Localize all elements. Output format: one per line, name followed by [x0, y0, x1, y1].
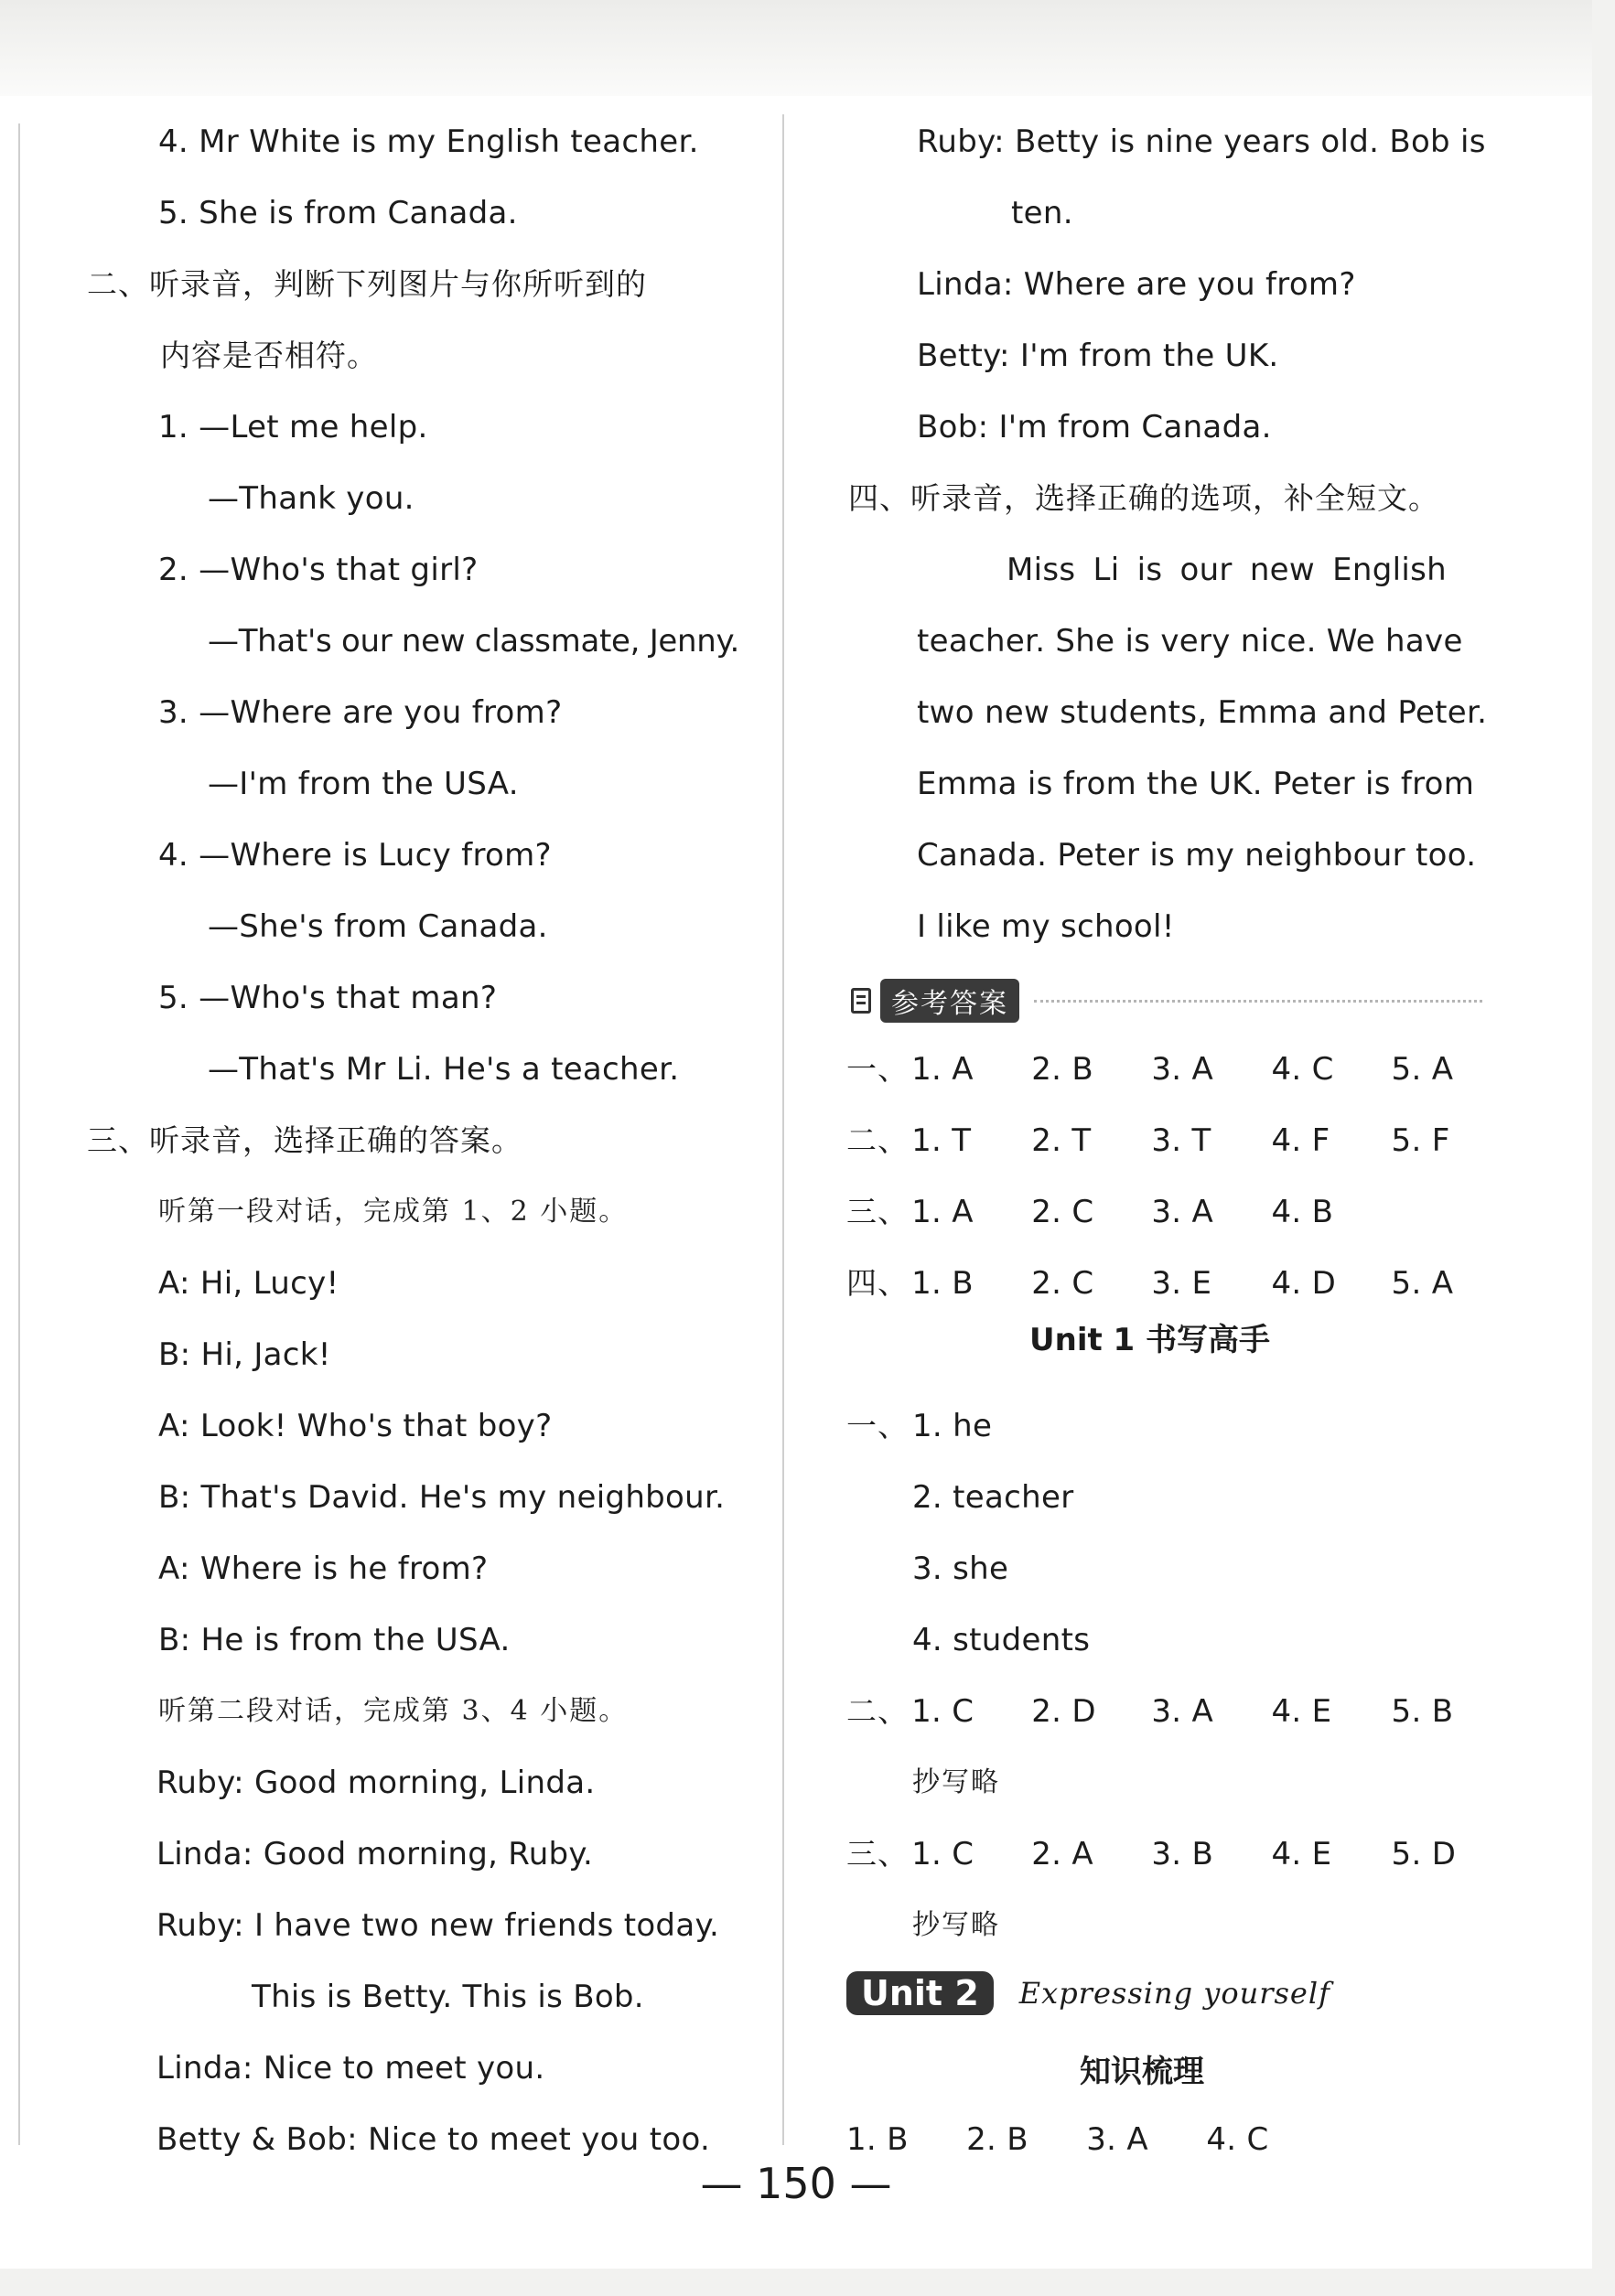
answer-prefix: 二、 — [846, 1122, 909, 1158]
passage-line-2: teacher. She is very nice. We have — [917, 623, 1463, 660]
answer-item: 4. F — [1271, 1122, 1330, 1159]
answer-item: 1. B — [911, 1265, 974, 1302]
conv-1-line-4: B: That's David. He's my neighbour. — [158, 1479, 726, 1516]
answer-item: 4. E — [1271, 1836, 1332, 1872]
dialog-4-line-1: 4. —Where is Lucy from? — [158, 837, 552, 874]
answer-item: 3. E — [1151, 1265, 1212, 1302]
copy-note-1: 抄写略 — [912, 1766, 1000, 1798]
conv-2-line-9: Bob: I'm from Canada. — [917, 409, 1272, 445]
answer-item: 1. A — [911, 1194, 974, 1230]
unit-1-word-4: 4. students — [912, 1622, 1091, 1658]
answer-item: 5. D — [1391, 1836, 1457, 1872]
unit-2-header — [846, 1971, 1330, 2015]
conv-2-line-8: Betty: I'm from the UK. — [917, 338, 1279, 374]
answer-item: 5. B — [1391, 1693, 1454, 1730]
unit-1-section-3 — [846, 1827, 1483, 1882]
conv-1-line-6: B: He is from the USA. — [158, 1622, 511, 1658]
dialog-1-line-2: —Thank you. — [208, 480, 415, 517]
section-4-heading: 四、听录音，选择正确的选项，补全短文。 — [848, 480, 1439, 516]
conv-1-line-1: A: Hi, Lucy! — [158, 1265, 339, 1302]
section-3-heading: 三、听录音，选择正确的答案。 — [87, 1122, 522, 1158]
document-icon — [851, 988, 871, 1014]
conversation-2-instruction: 听第二段对话，完成第 3、4 小题。 — [158, 1695, 629, 1727]
dialog-5-line-2: —That's Mr Li. He's a teacher. — [208, 1051, 680, 1088]
answer-item: 1. B — [846, 2121, 909, 2158]
dialog-2-line-2: —That's our new classmate, Jenny. — [208, 623, 740, 660]
dialog-5-line-1: 5. —Who's that man? — [158, 980, 498, 1016]
left-margin-rule — [18, 123, 20, 2145]
answer-item: 1. T — [911, 1122, 972, 1159]
unit-1-word-1: 1. he — [912, 1408, 993, 1444]
conversation-1-instruction: 听第一段对话，完成第 1、2 小题。 — [158, 1196, 629, 1228]
answer-item: 3. A — [1151, 1194, 1214, 1230]
answer-prefix: 三、 — [846, 1836, 909, 1872]
answer-item: 2. C — [1031, 1194, 1094, 1230]
conv-1-line-3: A: Look! Who's that boy? — [158, 1408, 553, 1444]
passage-line-5: Canada. Peter is my neighbour too. — [917, 837, 1477, 874]
conv-2-line-4: Linda: Nice to meet you. — [156, 2050, 545, 2087]
copy-note-2: 抄写略 — [912, 1909, 1000, 1941]
conv-2-line-6-cont: ten. — [1011, 195, 1073, 231]
answer-prefix: 四、 — [846, 1265, 909, 1301]
passage-line-4: Emma is from the UK. Peter is from — [917, 766, 1475, 802]
conv-2-line-5: Betty & Bob: Nice to meet you too. — [156, 2121, 711, 2158]
dialog-2-line-1: 2. —Who's that girl? — [158, 552, 479, 588]
dialog-3-line-1: 3. —Where are you from? — [158, 694, 563, 731]
answers-section-4 — [846, 1256, 1483, 1311]
answer-banner-label: 参考答案 — [880, 979, 1019, 1023]
conv-1-line-2: B: Hi, Jack! — [158, 1336, 331, 1373]
answers-section-2 — [846, 1113, 1483, 1168]
answer-item: 1. C — [911, 1693, 974, 1730]
answer-item: 3. T — [1151, 1122, 1211, 1159]
answer-item: 2. A — [1031, 1836, 1093, 1872]
answer-item: 3. B — [1151, 1836, 1214, 1872]
dialog-1-line-1: 1. —Let me help. — [158, 409, 428, 445]
answer-prefix: 二、 — [846, 1693, 909, 1729]
answer-item: 2. B — [1031, 1051, 1093, 1088]
answers-section-3 — [846, 1185, 1381, 1239]
answer-item: 1. A — [911, 1051, 974, 1088]
answer-prefix: 三、 — [846, 1194, 909, 1229]
answer-item: 4. B — [1271, 1194, 1334, 1230]
answer-item: 3. A — [1086, 2121, 1148, 2158]
unit-1-section-1-prefix: 一、 — [846, 1408, 909, 1443]
knowledge-heading: 知识梳理 — [1080, 2054, 1204, 2090]
banner-dotted-rule — [1034, 1000, 1482, 1003]
passage-line-6: I like my school! — [917, 908, 1175, 945]
conv-2-line-3-cont: This is Betty. This is Bob. — [252, 1979, 644, 2015]
answer-item: 5. A — [1391, 1051, 1454, 1088]
answer-banner — [851, 979, 1482, 1023]
answer-item: 5. A — [1391, 1265, 1454, 1302]
answer-item: 4. D — [1271, 1265, 1337, 1302]
answer-item: 5. F — [1391, 1122, 1450, 1159]
answer-item: 3. A — [1151, 1693, 1214, 1730]
conv-2-line-1: Ruby: Good morning, Linda. — [156, 1765, 596, 1801]
unit-1-word-3: 3. she — [912, 1550, 1009, 1587]
answer-item: 2. D — [1031, 1693, 1096, 1730]
dialog-3-line-2: —I'm from the USA. — [208, 766, 519, 802]
answer-item: 1. C — [911, 1836, 974, 1872]
conv-2-line-7: Linda: Where are you from? — [917, 266, 1356, 303]
conv-1-line-5: A: Where is he from? — [158, 1550, 489, 1587]
conv-2-line-3: Ruby: I have two new friends today. — [156, 1907, 720, 1944]
column-divider — [782, 114, 784, 2145]
page-number: — 150 — — [700, 2159, 892, 2208]
dialog-4-line-2: —She's from Canada. — [208, 908, 548, 945]
answer-item: 2. B — [966, 2121, 1028, 2158]
answer-item: 2. C — [1031, 1265, 1094, 1302]
unit-1-word-2: 2. teacher — [912, 1479, 1074, 1516]
unit-1-title: Unit 1 书写高手 — [1029, 1322, 1271, 1358]
passage-line-3: two new students, Emma and Peter. — [917, 694, 1488, 731]
answer-item: 3. A — [1151, 1051, 1214, 1088]
item-4-statement: 4. Mr White is my English teacher. — [158, 123, 699, 160]
answers-section-1 — [846, 1042, 1483, 1097]
section-2-heading: 二、听录音，判断下列图片与你所听到的 — [87, 266, 647, 302]
answer-item: 4. E — [1271, 1693, 1332, 1730]
answer-item: 2. T — [1031, 1122, 1092, 1159]
answer-item: 4. C — [1271, 1051, 1334, 1088]
section-2-heading-cont: 内容是否相符。 — [160, 338, 378, 373]
conv-2-line-2: Linda: Good morning, Ruby. — [156, 1836, 594, 1872]
passage-line-1: Miss Li is our new English — [1007, 552, 1447, 588]
unit-2-badge: Unit 2 — [846, 1971, 994, 2015]
answer-item: 4. C — [1206, 2121, 1269, 2158]
conv-2-line-6: Ruby: Betty is nine years old. Bob is — [917, 123, 1486, 160]
answer-prefix: 一、 — [846, 1051, 909, 1087]
top-band — [0, 0, 1592, 96]
unit-1-section-2 — [846, 1684, 1483, 1739]
item-5-statement: 5. She is from Canada. — [158, 195, 518, 231]
unit-2-title: Expressing yourself — [1018, 1976, 1330, 2011]
